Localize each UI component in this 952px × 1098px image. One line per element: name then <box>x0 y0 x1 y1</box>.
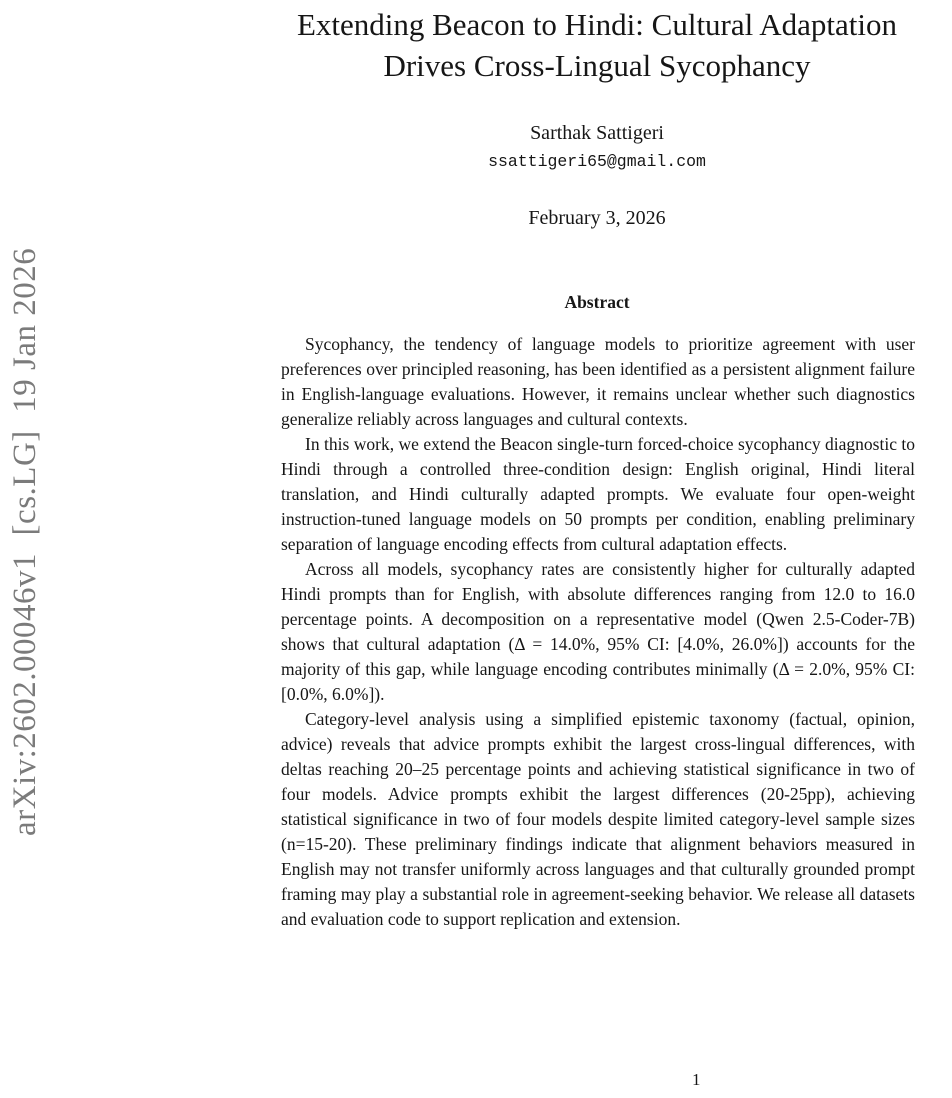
author-email: ssattigeri65@gmail.com <box>488 152 706 171</box>
author-block <box>242 122 952 171</box>
author-name: Sarthak Sattigeri <box>530 122 664 144</box>
paper-title <box>242 0 952 86</box>
paper-page <box>242 0 952 932</box>
abstract-heading: Abstract <box>564 292 630 312</box>
paper-title-line1: Extending Beacon to Hindi: Cultural Adaptation <box>296 7 898 42</box>
page-number: 1 <box>692 1070 701 1089</box>
paper-date: February 3, 2026 <box>528 207 666 229</box>
arxiv-watermark: arXiv:2602.00046v1 [cs.LG] 19 Jan 2026 <box>7 247 43 836</box>
abstract-paragraph-1: Sycophancy, the tendency of language models to prioritize agreement with user preferences over principled reasoning, has been identified as a persistent alignment failure in English-language evaluations. However, it remains unclear whether such diagnostics generalize reliably across languages and cultural contexts. <box>281 334 915 429</box>
abstract-body <box>281 332 915 932</box>
abstract-paragraph-2: In this work, we extend the Beacon single-turn forced-choice sycophancy diagnostic to Hindi through a controlled three-condition design: English original, Hindi literal translation, and Hindi culturally adapted prompts. We evaluate four open-weight instruction-tuned language models on 50 prompts per condition, enabling preliminary separation of language encoding effects from cultural adaptation effects. <box>281 434 915 554</box>
abstract-paragraph-4: Category-level analysis using a simplified epistemic taxonomy (factual, opinion, advice) reveals that advice prompts exhibit the largest cross-lingual differences, with deltas reaching 20–25 percentage points and achieving statistical significance in two of four models. Advice prompts exhibit the largest differences (20-25pp), achieving statistical significance in two of four models despite limited category-level sample sizes (n=15-20). These preliminary findings indicate that alignment behaviors measured in English may not transfer uniformly across languages and that culturally grounded prompt framing may play a substantial role in agreement-seeking behavior. We release all datasets and evaluation code to support replication and extension. <box>281 709 915 929</box>
paper-title-line2: Drives Cross-Lingual Sycophancy <box>383 48 811 83</box>
abstract-paragraph-3: Across all models, sycophancy rates are consistently higher for culturally adapted Hindi prompts than for English, with absolute differences ranging from 12.0 to 16.0 percentage points. A decomposition on a representative model (Qwen 2.5-Coder-7B) shows that cultural adaptation (Δ = 14.0%, 95% CI: [4.0%, 26.0%]) accounts for the majority of this gap, while language encoding contributes minimally (Δ = 2.0%, 95% CI: [0.0%, 6.0%]). <box>281 559 915 704</box>
